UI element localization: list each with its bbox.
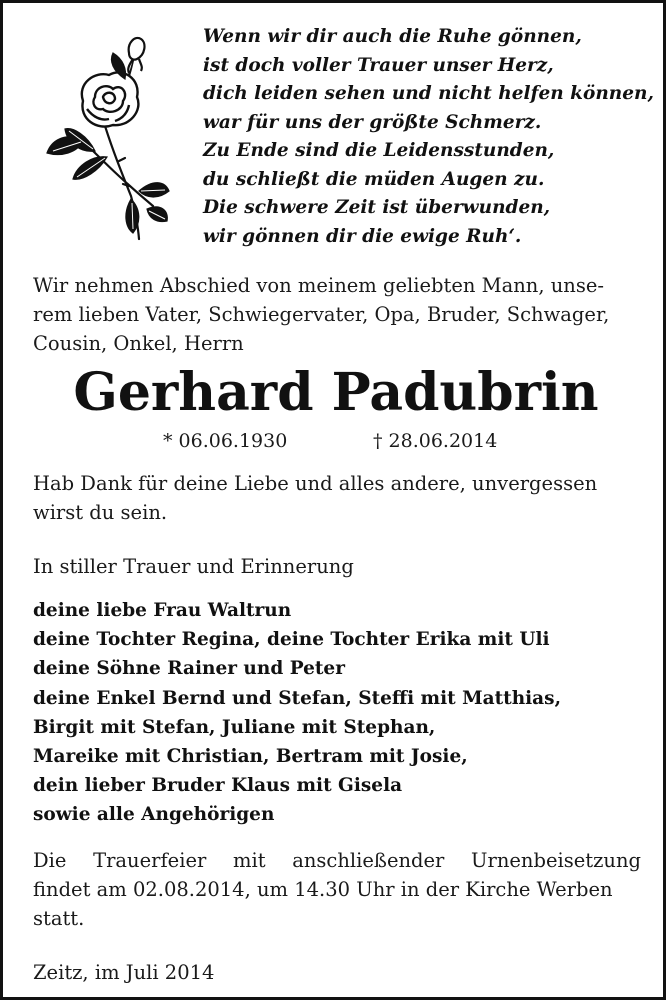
- ceremony-line: findet am 02.08.2014, um 14.30 Uhr in der Kirche Werben: [33, 878, 613, 901]
- poem-line: wir gönnen dir die ewige Ruh‘.: [203, 225, 522, 247]
- poem-line: Die schwere Zeit ist überwunden,: [203, 197, 551, 218]
- ceremony-line: Die Trauerfeier mit anschließender Urnenbeisetzung: [33, 849, 641, 872]
- ceremony-line: statt.: [33, 907, 85, 930]
- poem-line: ist doch voller Trauer unser Herz,: [203, 54, 554, 76]
- family-line: sowie alle Angehörigen: [33, 804, 275, 826]
- intro-line: Cousin, Onkel, Herrn: [33, 332, 244, 355]
- intro-line: rem lieben Vater, Schwiegervater, Opa, Bruder, Schwager,: [33, 303, 610, 326]
- family-line: Mareike mit Christian, Bertram mit Josie,: [33, 746, 468, 768]
- family-line: deine Söhne Rainer und Peter: [33, 658, 345, 680]
- poem-line: dich leiden sehen und nicht helfen können,: [203, 83, 654, 104]
- poem: [203, 23, 653, 251]
- family-line: deine liebe Frau Waltrun: [33, 600, 292, 621]
- family-line: deine Tochter Regina, deine Tochter Erika mit Uli: [33, 629, 550, 651]
- rose-icon: [43, 31, 173, 241]
- place-date: Zeitz, im Juli 2014: [33, 961, 215, 984]
- thanks-line: wirst du sein.: [33, 501, 168, 524]
- family-line: deine Enkel Bernd und Stefan, Steffi mit Matthias,: [33, 687, 562, 709]
- intro-text: [33, 271, 643, 358]
- family-line: Birgit mit Stefan, Juliane mit Stephan,: [33, 716, 436, 738]
- poem-line: Zu Ende sind die Leidensstunden,: [203, 140, 555, 161]
- poem-line: Wenn wir dir auch die Ruhe gönnen,: [203, 26, 582, 47]
- thanks-line: Hab Dank für deine Liebe und alles andere, unvergessen: [33, 472, 598, 495]
- ceremony-text: [33, 846, 641, 933]
- family-line: dein lieber Bruder Klaus mit Gisela: [33, 775, 403, 797]
- birth-date: * 06.06.1930: [163, 430, 288, 452]
- family-list: [33, 596, 643, 830]
- deceased-name: Gerhard Padubrin: [73, 362, 599, 423]
- mourning-heading: In stiller Trauer und Erinnerung: [33, 555, 354, 578]
- death-date: † 28.06.2014: [373, 430, 498, 452]
- thanks-text: [33, 469, 643, 527]
- poem-line: du schließt die müden Augen zu.: [203, 168, 545, 190]
- poem-line: war für uns der größte Schmerz.: [203, 111, 542, 133]
- intro-line: Wir nehmen Abschied von meinem geliebten Mann, unse-: [33, 274, 604, 297]
